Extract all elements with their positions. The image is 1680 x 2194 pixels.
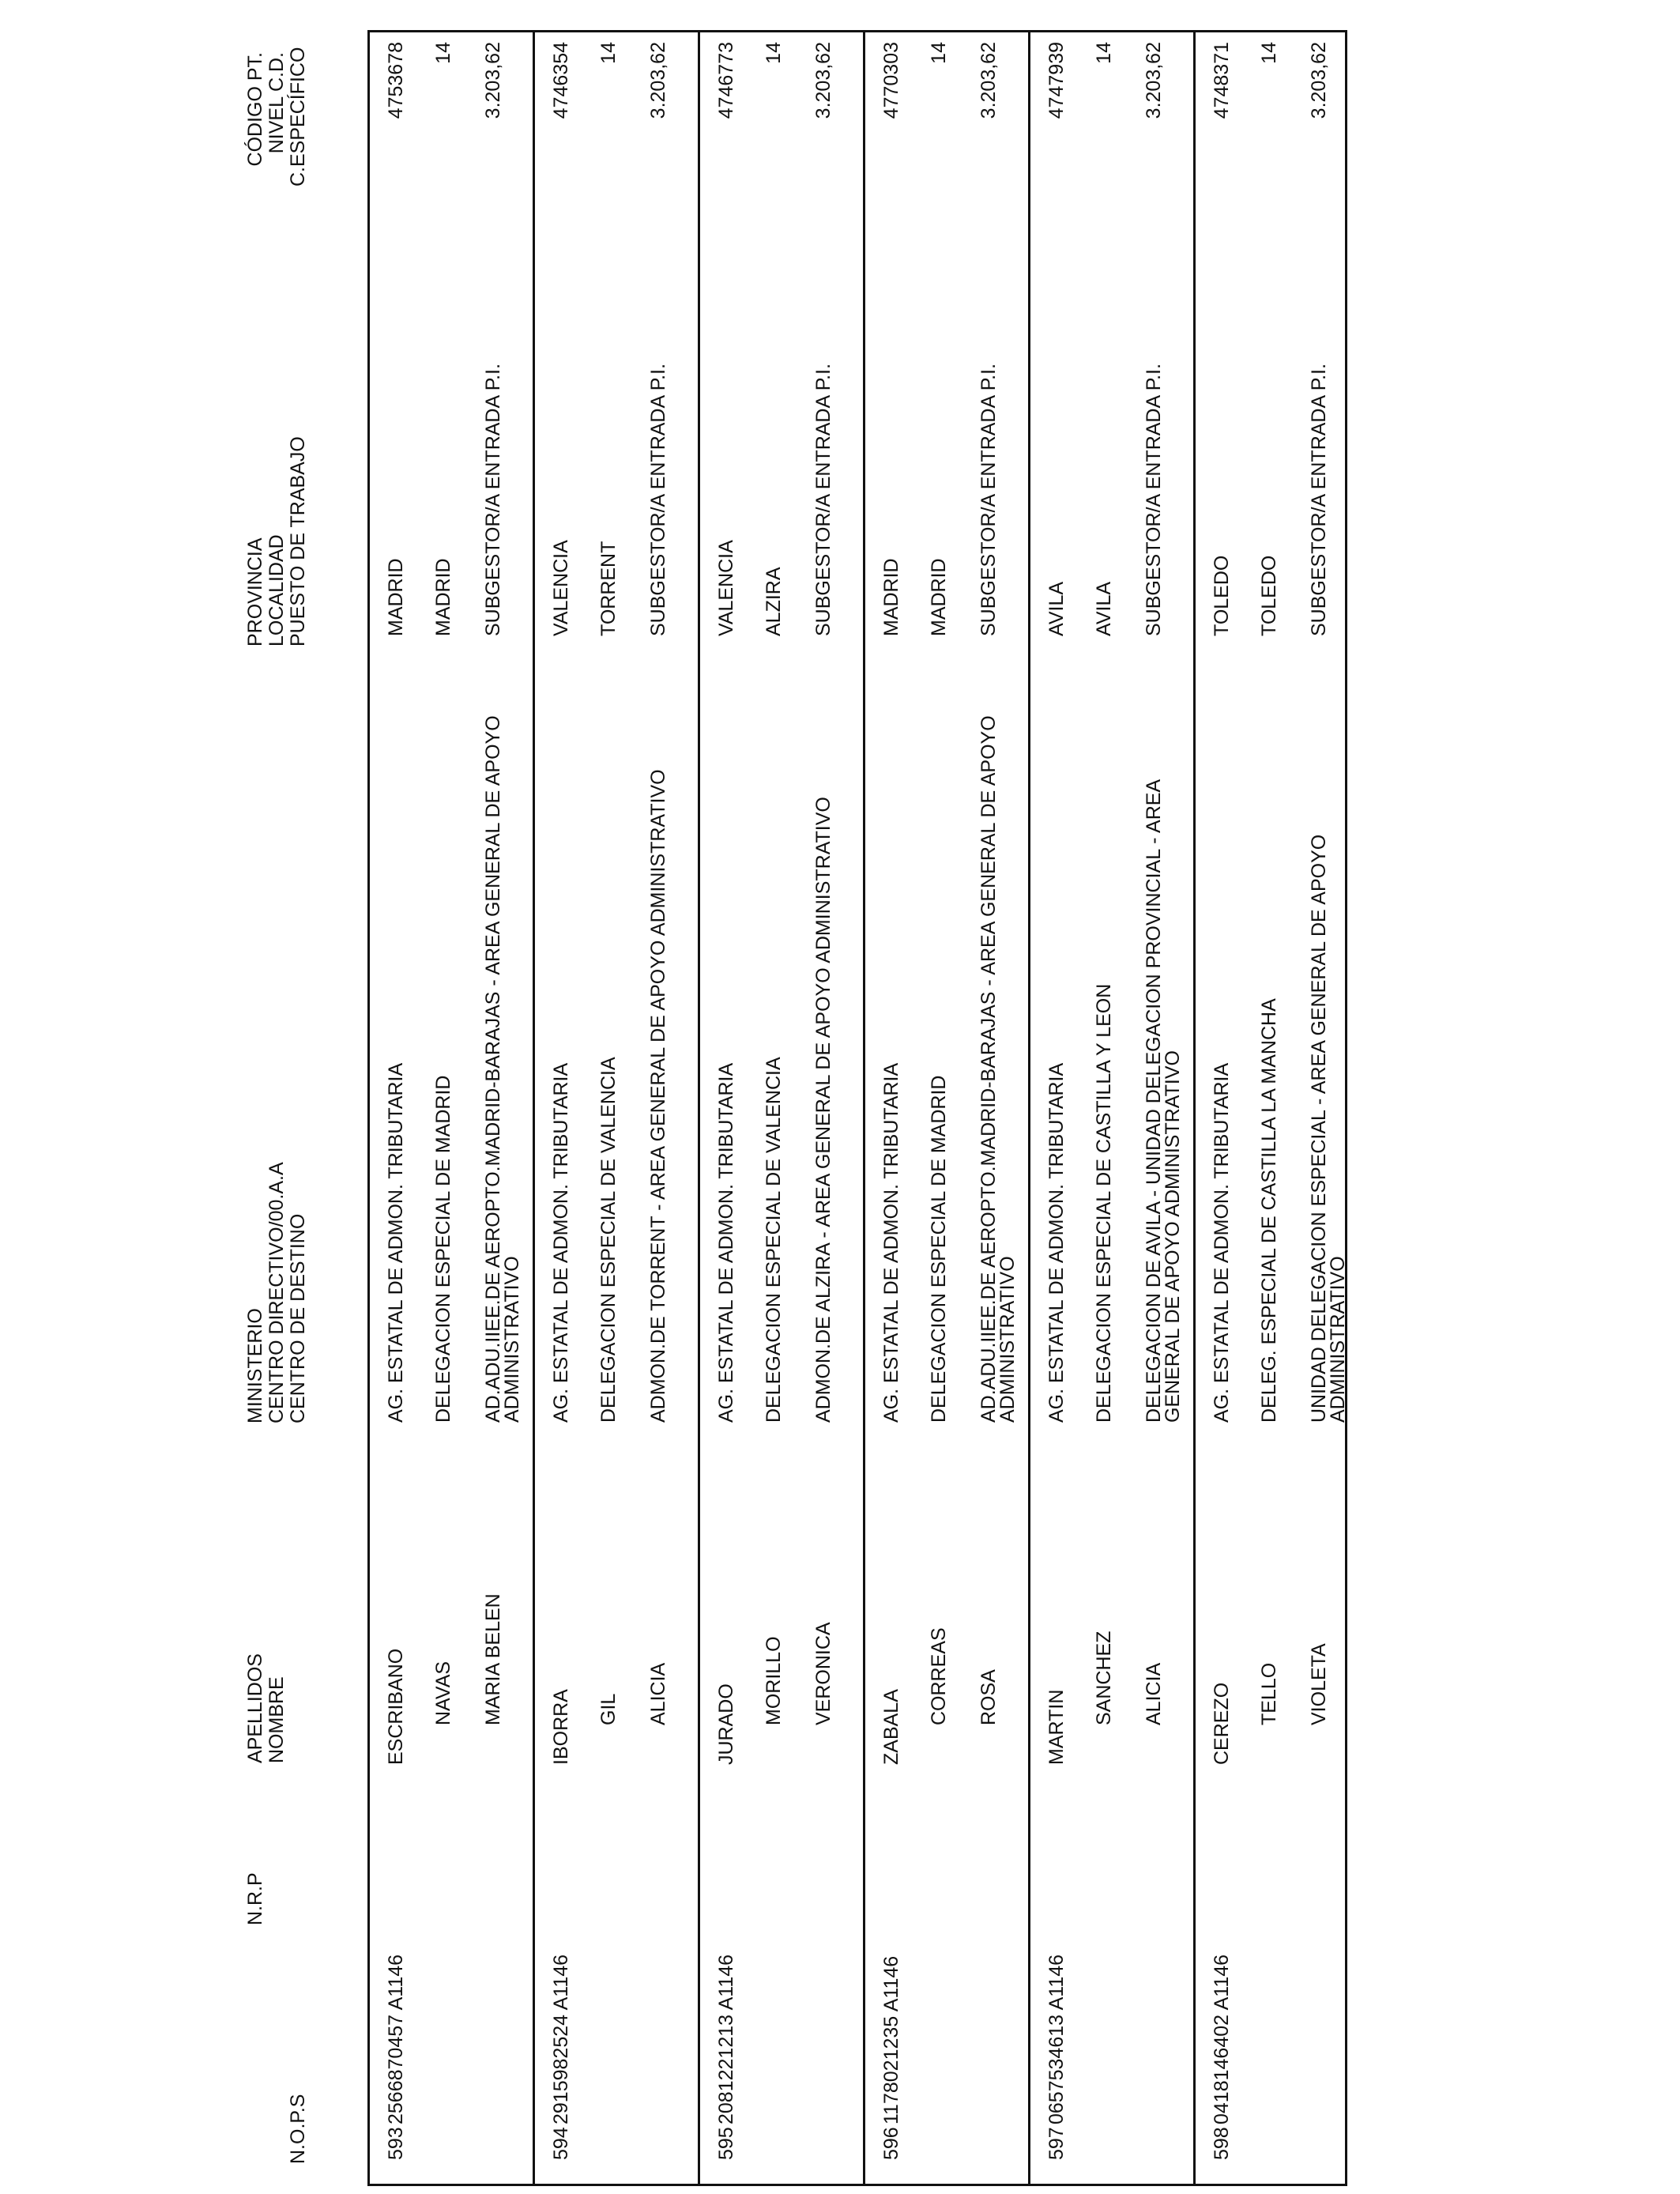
header-nops-label: N.O.P.S [287,2094,309,2164]
provincia-cell: VALENCIA [550,540,572,636]
nrp-cell: 2566870457 A1146 [385,1954,407,2124]
apellido1-cell: ZABALA [880,1689,902,1765]
nops-cell: 596 [880,2127,902,2160]
puesto-cell: SUBGESTOR/A ENTRADA P.I. [812,363,834,636]
apellido2-cell: MORILLO [763,1636,785,1725]
centro-directivo-cell: DELEGACION ESPECIAL DE MADRID [928,1075,950,1423]
apellido1-cell: MARTIN [1045,1689,1068,1765]
nrp-cell: 2081221213 A1146 [715,1954,737,2124]
codigo-cell: 4770303 [880,42,902,119]
codigo-cell: 4746773 [715,42,737,119]
record-596 [865,32,1028,2184]
localidad-cell: TOLEDO [1258,555,1280,636]
nivel-cell: 14 [928,42,950,64]
nivel-cell: 14 [597,42,620,64]
record-595 [700,32,863,2184]
centro-directivo-cell: DELEGACION ESPECIAL DE VALENCIA [597,1057,620,1423]
header-apellidos-nombre [245,1653,288,1763]
apellido2-cell: CORREAS [928,1627,950,1725]
centro-directivo-cell: DELEGACION ESPECIAL DE VALENCIA [763,1057,785,1423]
centro-destino-line2: GENERAL DE APOYO ADMINISTRATIVO [1162,1050,1184,1423]
ministerio-cell: AG. ESTATAL DE ADMON. TRIBUTARIA [880,1062,902,1423]
apellido1-cell: IBORRA [550,1689,572,1765]
provincia-cell: AVILA [1045,581,1068,636]
nombre-cell: MARIA BELEN [482,1593,504,1725]
especifico-cell: 3.203,62 [482,42,504,119]
nops-cell: 594 [550,2127,572,2160]
header-codigo-label: CÓDIGO PT. [244,52,266,167]
header-nrp [245,1872,266,1925]
puesto-cell: SUBGESTOR/A ENTRADA P.I. [1143,363,1165,636]
header-nivel-label: NIVEL C.D. [266,52,288,154]
nrp-cell: 2915982524 A1146 [550,1954,572,2124]
apellido2-cell: TELLO [1258,1662,1280,1725]
nivel-cell: 14 [1093,42,1115,64]
puesto-cell: SUBGESTOR/A ENTRADA P.I. [482,363,504,636]
apellido1-cell: ESCRIBANO [385,1648,407,1765]
header-provincia-label: PROVINCIA [244,537,266,647]
puesto-cell: SUBGESTOR/A ENTRADA P.I. [647,363,669,636]
record-598 [1196,32,1358,2184]
provincia-cell: MADRID [880,558,902,636]
header-especifico-label: C.ESPECÍFICO [287,47,309,187]
record-593 [370,32,533,2184]
especifico-cell: 3.203,62 [647,42,669,119]
header-nrp-label: N.R.P [244,1872,266,1925]
centro-destino-line2: ADMINISTRATIVO [996,1256,1019,1423]
header-apellidos-label: APELLIDOS [244,1653,266,1763]
nivel-cell: 14 [432,42,454,64]
header-codigo [244,47,309,187]
especifico-cell: 3.203,62 [1308,42,1330,119]
nombre-cell: ALICIA [647,1662,669,1725]
nops-cell: 597 [1045,2127,1068,2160]
nombre-cell: VIOLETA [1308,1643,1330,1725]
nombre-cell: VERONICA [812,1622,834,1725]
nops-cell: 593 [385,2127,407,2160]
nrp-cell: 1178021235 A1146 [880,1955,902,2124]
records-table [367,30,1347,2186]
especifico-cell: 3.203,62 [812,42,834,119]
nombre-cell: ALICIA [1143,1662,1165,1725]
codigo-cell: 4747939 [1045,42,1068,119]
localidad-cell: AVILA [1093,581,1115,636]
apellido1-cell: JURADO [715,1683,737,1765]
centro-destino-line2: ADMINISTRATIVO [1327,1256,1349,1423]
puesto-cell: SUBGESTOR/A ENTRADA P.I. [977,363,1000,636]
localidad-cell: TORRENT [597,541,620,636]
apellido1-cell: CEREZO [1211,1682,1233,1765]
localidad-cell: MADRID [432,558,454,636]
record-594 [535,32,698,2184]
header-centro-directivo-label: CENTRO DIRECTIVO/00.A.A [266,1162,288,1423]
provincia-cell: VALENCIA [715,540,737,636]
ministerio-cell: AG. ESTATAL DE ADMON. TRIBUTARIA [550,1062,572,1423]
puesto-cell: SUBGESTOR/A ENTRADA P.I. [1308,363,1330,636]
header-provincia [245,436,309,647]
apellido2-cell: NAVAS [432,1661,454,1725]
ministerio-cell: AG. ESTATAL DE ADMON. TRIBUTARIA [385,1062,407,1423]
header-centro-destino-label: CENTRO DE DESTINO [287,1213,309,1423]
nops-cell: 595 [715,2127,737,2160]
centro-directivo-cell: DELEGACION ESPECIAL DE CASTILLA Y LEON [1093,983,1115,1423]
provincia-cell: TOLEDO [1211,555,1233,636]
centro-directivo-cell: DELEGACION ESPECIAL DE MADRID [432,1075,454,1423]
header-ministerio-label: MINISTERIO [244,1308,266,1423]
record-597 [1030,32,1193,2184]
apellido2-cell: SANCHEZ [1093,1630,1115,1725]
codigo-cell: 4748371 [1211,42,1233,119]
localidad-cell: ALZIRA [763,567,785,636]
header-localidad-label: LOCALIDAD [266,534,288,647]
nombre-cell: ROSA [977,1669,1000,1725]
ministerio-cell: AG. ESTATAL DE ADMON. TRIBUTARIA [715,1062,737,1423]
nrp-cell: 0418146402 A1146 [1211,1954,1233,2124]
header-ministerio [245,1162,309,1423]
ministerio-cell: AG. ESTATAL DE ADMON. TRIBUTARIA [1045,1062,1068,1423]
especifico-cell: 3.203,62 [977,42,1000,119]
nivel-cell: 14 [763,42,785,64]
centro-directivo-cell: DELEG. ESPECIAL DE CASTILLA LA MANCHA [1258,998,1280,1423]
nivel-cell: 14 [1258,42,1280,64]
centro-destino-line1: DELEGACION DE AVILA - UNIDAD DELEGACION PROVINCIAL - AREA [1143,778,1165,1423]
codigo-cell: 4753678 [385,42,407,119]
localidad-cell: MADRID [928,558,950,636]
nrp-cell: 0657534613 A1146 [1045,1954,1068,2124]
centro-destino-line1: UNIDAD DELEGACION ESPECIAL - AREA GENERAL DE APOYO [1308,834,1330,1423]
centro-destino-line1: AD.ADU.IIEE.DE AEROPTO.MADRID-BARAJAS - AREA GENERAL DE APOYO [977,715,1000,1423]
codigo-cell: 4746354 [550,42,572,119]
centro-destino-line1: ADMON.DE TORRENT - AREA GENERAL DE APOYO ADMINISTRATIVO [647,769,669,1423]
header-nops [245,2094,309,2164]
centro-destino-line2: ADMINISTRATIVO [501,1256,523,1423]
centro-destino-line1: AD.ADU.IIEE.DE AEROPTO.MADRID-BARAJAS - AREA GENERAL DE APOYO [482,715,504,1423]
provincia-cell: MADRID [385,558,407,636]
apellido2-cell: GIL [597,1693,620,1725]
header-nombre-label: NOMBRE [266,1676,288,1763]
centro-destino-line1: ADMON.DE ALZIRA - AREA GENERAL DE APOYO ADMINISTRATIVO [812,797,834,1423]
especifico-cell: 3.203,62 [1143,42,1165,119]
header-puesto-label: PUESTO DE TRABAJO [287,436,309,647]
ministerio-cell: AG. ESTATAL DE ADMON. TRIBUTARIA [1211,1062,1233,1423]
nops-cell: 598 [1211,2127,1233,2160]
